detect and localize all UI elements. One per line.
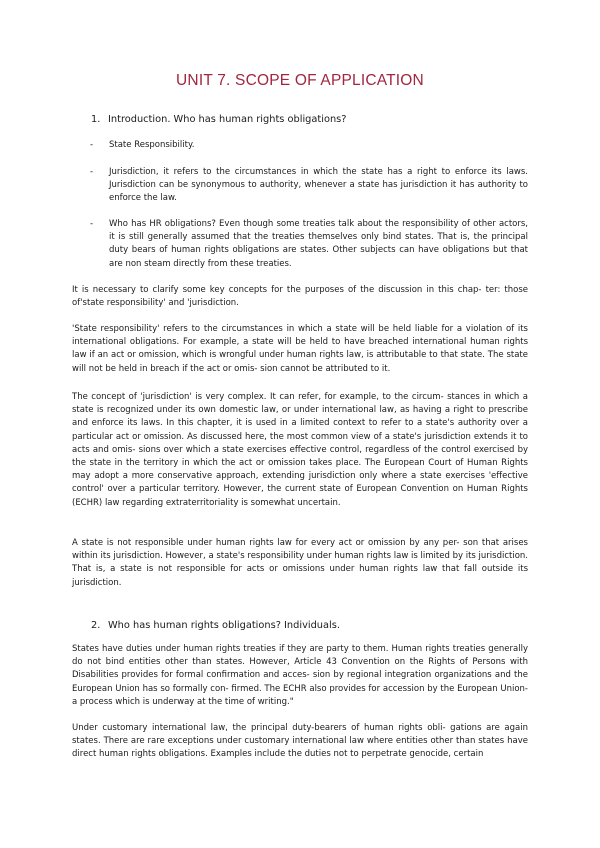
bullet-item xyxy=(90,166,528,206)
paragraph: It is necessary to clarify some key concepts for the purposes of the discussion in this chap- ter: those of'state responsibility' and 'jurisdiction. xyxy=(72,285,528,309)
paragraph: A state is not responsible under human rights law for every act or omission by any per- son that arises within its jurisdiction. However, a state's responsibility under human rights law is limited by its jurisdiction. That is, a state is not responsible for acts or omissions under human rights law that fall outside its jurisdiction. xyxy=(72,538,528,588)
page-title: UNIT 7. SCOPE OF APPLICATION xyxy=(176,72,424,89)
bullet-text: Jurisdiction, it refers to the circumstances in which the state has a right to enforce its laws. Jurisdiction can be synonymous to authority, whenever a state has jurisdiction it has authority to enforce the law. xyxy=(109,167,528,204)
bullet-text: Who has HR obligations? Even though some treaties talk about the responsibility of other actors, it is still generally assumed that the treaties themselves only bind states. That is, the principal duty bears of human rights obligations are states. Other subjects can have obligations but that are non steam directly from these treaties. xyxy=(109,219,528,269)
section-1-heading-text: Introduction. Who has human rights obligations? xyxy=(108,114,347,125)
bullet-text: State Responsibility. xyxy=(109,140,195,150)
dash-bullet-icon: - xyxy=(90,219,94,229)
section-2-heading xyxy=(91,619,340,632)
bullet-item xyxy=(90,218,528,271)
section-2-number: 2. xyxy=(91,620,101,631)
paragraph: The concept of 'jurisdiction' is very complex. It can refer, for example, to the circum- stances in which a state is recognized under its own domestic law, or under international law, as having a right to prescribe and enforce its laws. In this chapter, it is used in a limited context to refer to a state's authority over a particular act or omission. As discussed here, the most common view of a state's jurisdiction extends it to acts and omis- sions over which a state exercises effective control, regardless of the control exercised by the state in the territory in which the act or omission takes place. The European Court of Human Rights may adopt a more conservative approach, extending jurisdiction only where a state exercises 'effective control' over a particular territory. However, the current state of European Convention on Human Rights (ECHR) law regarding extraterritoriality is somewhat uncertain. xyxy=(72,392,528,508)
paragraph: States have duties under human rights treaties if they are party to them. Human rights treaties generally do not bind entities other than states. However, Article 43 Convention on the Rights of Persons with Disabilities provides for formal confirmation and acces- sion by regional integration organizations and the European Union has so formally con- firmed. The ECHR also provides for accession by the European Union- a process which is underway at the time of writing." xyxy=(72,644,528,707)
bullet-item xyxy=(90,139,528,152)
paragraph: 'State responsibility' refers to the circumstances in which a state will be held liable for a violation of its international obligations. For example, a state will be held to have breached international human rights law if an act or omission, which is wrongful under human rights law, is attributable to that state. The state will not be held in breach if the act or omis- sion cannot be attributed to it. xyxy=(72,324,528,374)
paragraph: Under customary international law, the principal duty-bearers of human rights obli- gations are again states. There are rare exceptions under customary international law where entities other than states have direct human rights obligations. Examples include the duties not to perpetrate genocide, certain xyxy=(72,723,528,760)
dash-bullet-icon: - xyxy=(90,140,94,150)
dash-bullet-icon: - xyxy=(90,167,94,177)
section-2-heading-text: Who has human rights obligations? Individuals. xyxy=(108,620,340,631)
section-1-number: 1. xyxy=(91,114,101,125)
section-1-heading xyxy=(91,113,346,126)
